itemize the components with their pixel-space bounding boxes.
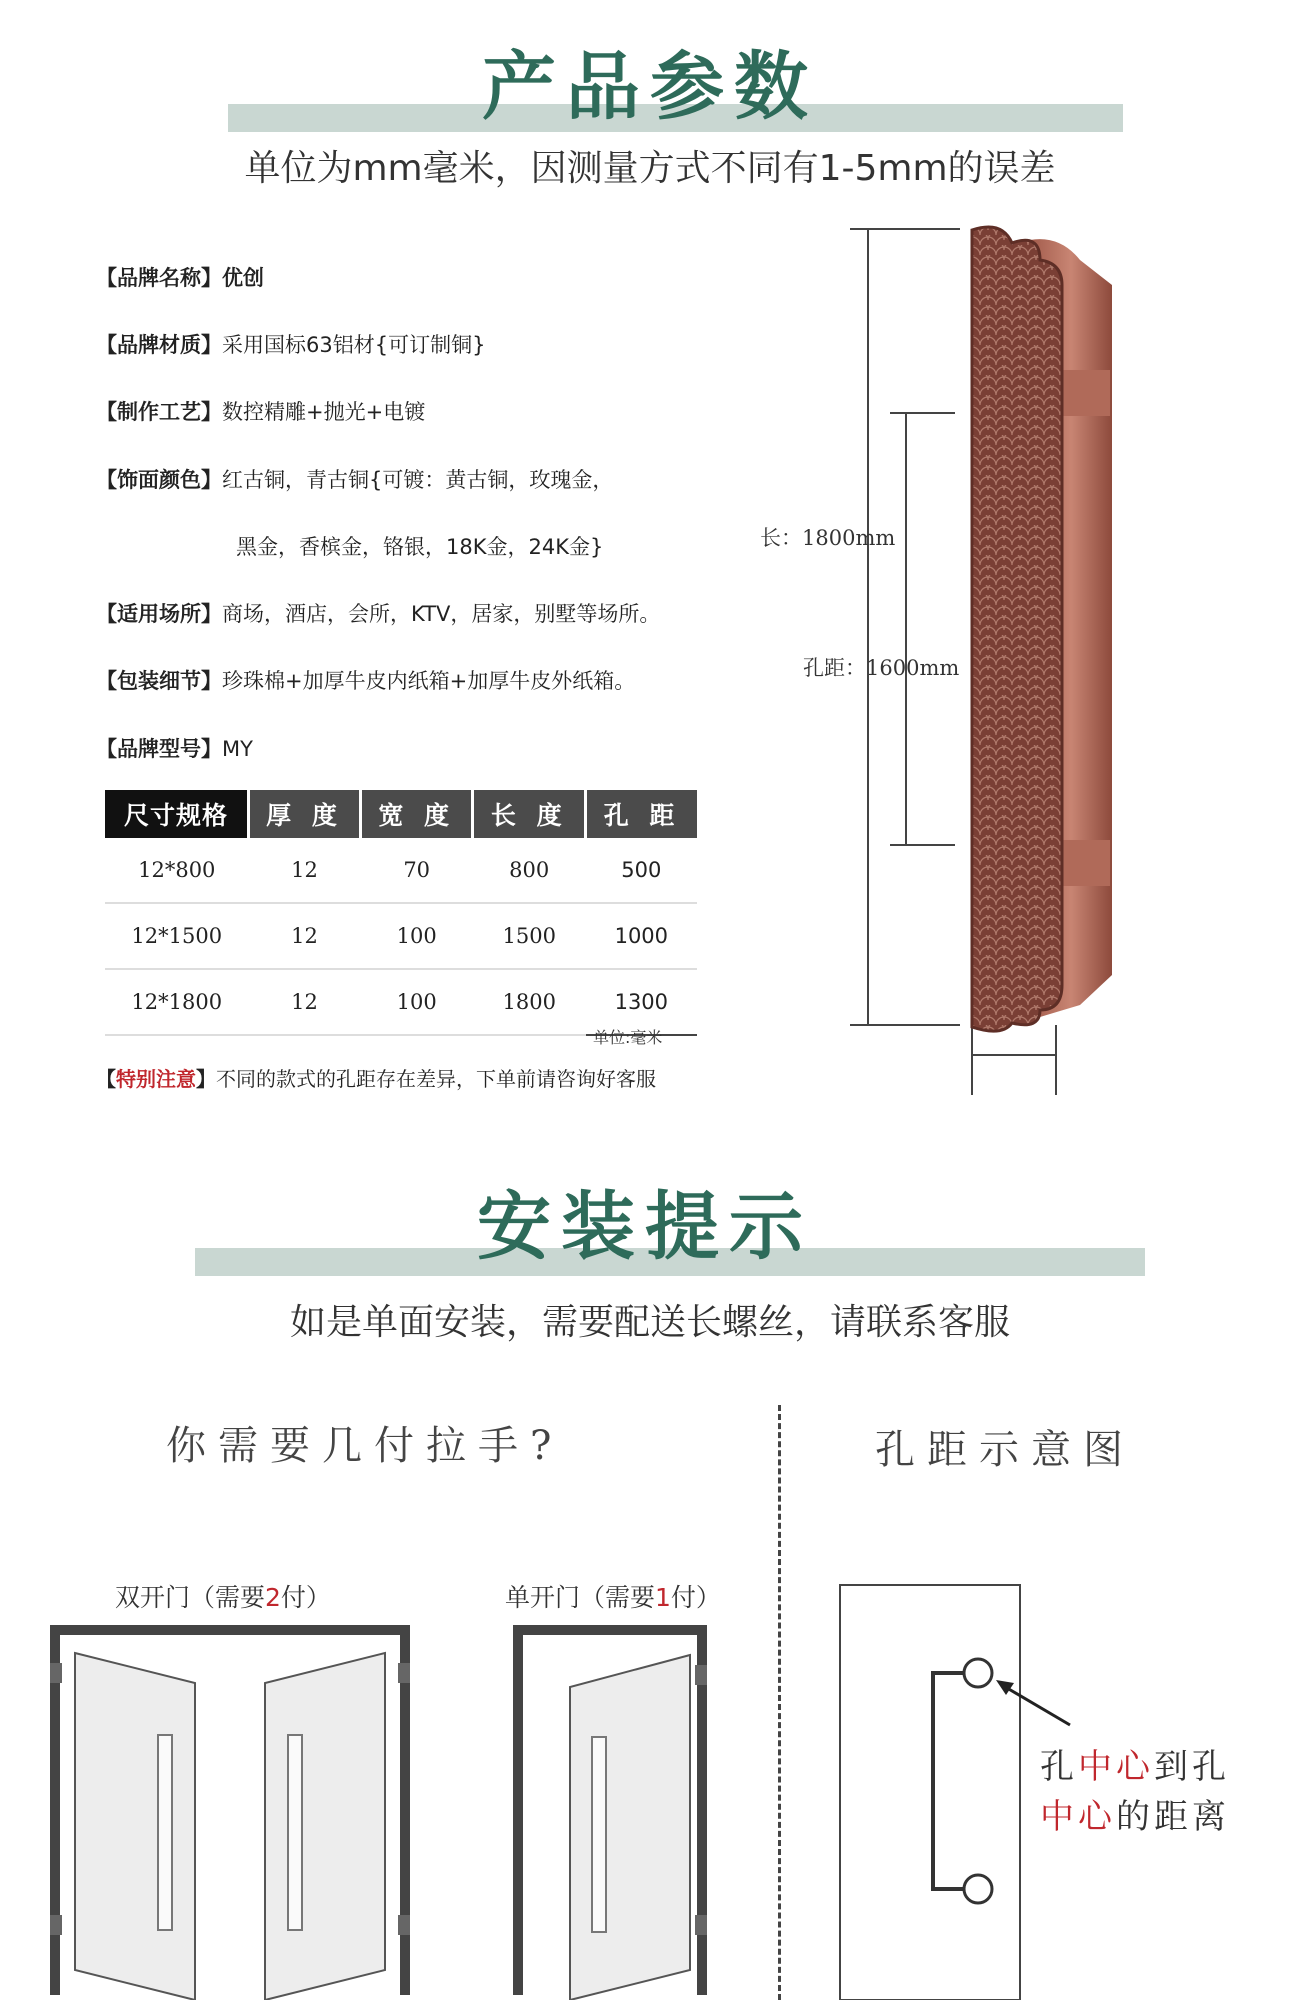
spec-color-cont: 黑金，香槟金，铬银，18K金，24K金} [236, 535, 604, 559]
cell: 12 [249, 903, 361, 969]
spec-color: 【饰面颜色】红古铜，青古铜{可镀：黄古铜，玫瑰金， [96, 468, 614, 492]
length-label: 长：1800mm [760, 526, 896, 550]
single-door-illustration [510, 1625, 710, 2000]
cell: 800 [473, 838, 586, 903]
cell: 70 [361, 838, 473, 903]
spec-brand: 【品牌名称】优创 [96, 266, 264, 290]
special-notice: 【特别注意】不同的款式的孔距存在差异，下单前请咨询好客服 [96, 1067, 656, 1091]
table-unit: 单位:毫米 [593, 1028, 663, 1047]
spec-craft: 【制作工艺】数控精雕+抛光+电镀 [96, 400, 426, 424]
cell: 12 [249, 969, 361, 1035]
header-spec: 尺寸规格 [105, 790, 249, 838]
size-table [105, 790, 697, 1036]
section-subtitle-params: 单位为mm毫米，因测量方式不同有1-5mm的误差 [244, 148, 1056, 189]
section-subtitle-install: 如是单面安装，需要配送长螺丝，请联系客服 [289, 1302, 1010, 1343]
double-door-label: 双开门（需要2付） [115, 1583, 331, 1612]
cell: 500 [586, 838, 697, 903]
question-heading: 你需要几付拉手? [166, 1423, 564, 1469]
spec-usage: 【适用场所】商场，酒店，会所，KTV，居家，别墅等场所。 [96, 602, 661, 626]
table-row [105, 838, 697, 903]
spec-material: 【品牌材质】采用国标63铝材{可订制铜} [96, 333, 486, 357]
cell: 1800 [473, 969, 586, 1035]
header-length: 长 度 [473, 790, 586, 838]
spec-model: 【品牌型号】MY [96, 737, 253, 761]
header-thickness: 厚 度 [249, 790, 361, 838]
cell: 100 [361, 969, 473, 1035]
cell: 1500 [473, 903, 586, 969]
section-title-params: 产品参数 [482, 44, 818, 130]
header-width: 宽 度 [361, 790, 473, 838]
hole-note: 孔中心到孔 中心的距离 [1040, 1747, 1230, 1837]
diagram-title: 孔距示意图 [875, 1427, 1135, 1473]
section-title-install: 安装提示 [477, 1184, 813, 1270]
double-door-illustration [50, 1625, 410, 2000]
cell: 1300 [586, 969, 697, 1035]
section-divider [778, 1405, 781, 2000]
table-row [105, 903, 697, 969]
single-door-label: 单开门（需要1付） [505, 1583, 721, 1612]
cell: 12*1500 [105, 903, 249, 969]
hole-distance-label: 孔距：1600mm [803, 656, 960, 680]
cell: 12 [249, 838, 361, 903]
cell: 100 [361, 903, 473, 969]
cell: 1000 [586, 903, 697, 969]
header-hole: 孔 距 [586, 790, 697, 838]
table-header-row [105, 790, 697, 838]
cell: 12*800 [105, 838, 249, 903]
cell: 12*1800 [105, 969, 249, 1035]
spec-package: 【包装细节】珍珠棉+加厚牛皮内纸箱+加厚牛皮外纸箱。 [96, 669, 636, 693]
